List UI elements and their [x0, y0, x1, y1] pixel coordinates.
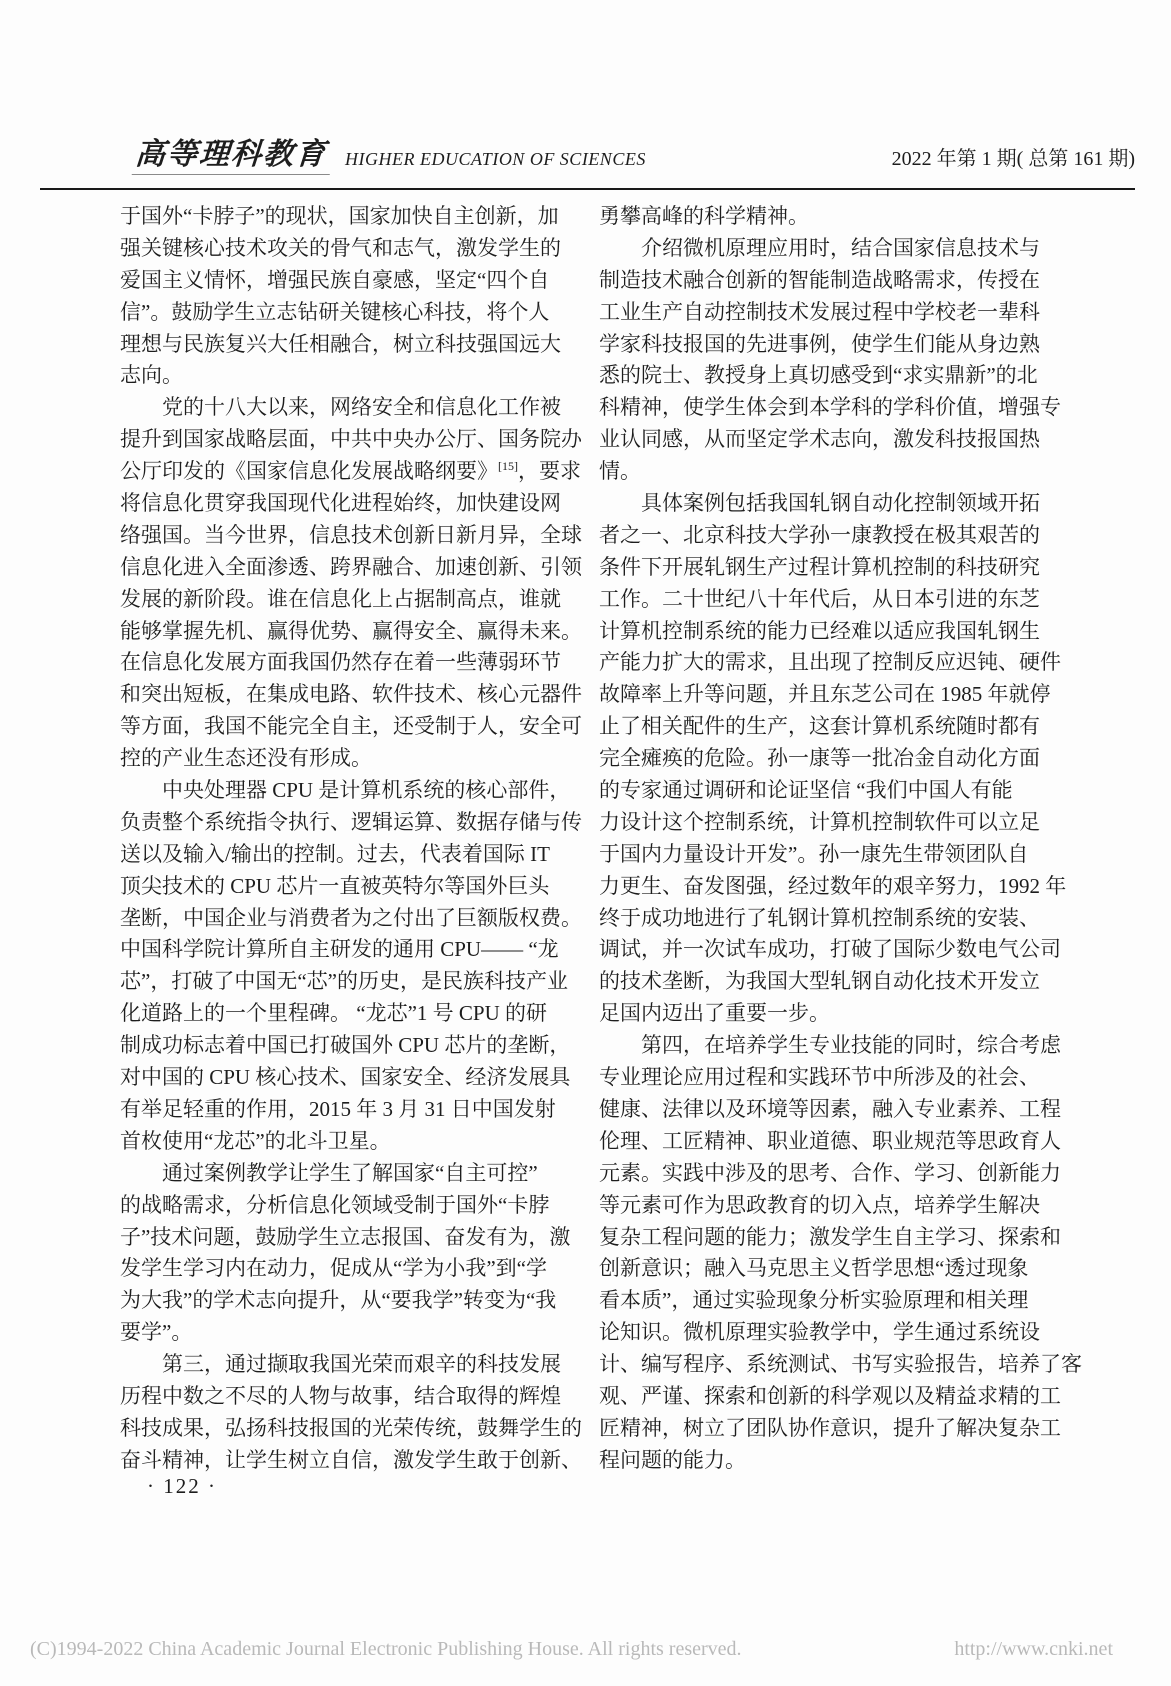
text-line: 第三，通过撷取我国光荣而艰辛的科技发展 — [120, 1352, 561, 1377]
text-line: 中国科学院计算所自主研发的通用 CPU—— “龙 — [120, 937, 559, 962]
text-line: 和突出短板，在集成电路、软件技术、核心元器件 — [120, 682, 582, 707]
text-line: 者之一、北京科技大学孙一康教授在极其艰苦的 — [599, 522, 1040, 547]
text-line: 力更生、奋发图强，经过数年的艰辛努力，1992 年 — [599, 873, 1067, 898]
text-line: 第四，在培养学生专业技能的同时，综合考虑 — [599, 1033, 1061, 1058]
text-line: 产能力扩大的需求，且出现了控制反应迟钝、硬件 — [599, 650, 1061, 675]
text-line: 具体案例包括我国轧钢自动化控制领域开拓 — [599, 491, 1040, 516]
text-line: 论知识。微机原理实验教学中，学生通过系统设 — [599, 1320, 1040, 1345]
text-line: 元素。实践中涉及的思考、合作、学习、创新能力 — [599, 1160, 1061, 1185]
text-line: 通过案例教学让学生了解国家“自主可控” — [120, 1160, 538, 1185]
text-line: 等方面，我国不能完全自主，还受制于人，安全可 — [120, 714, 582, 739]
text-line: 科精神，使学生体会到本学科的学科价值，增强专 — [599, 395, 1061, 420]
watermark-footer — [30, 1638, 1113, 1661]
text-line: 控的产业生态还没有形成。 — [120, 746, 372, 771]
text-line: 计算机控制系统的能力已经难以适应我国轧钢生 — [599, 618, 1040, 643]
text-line: 复杂工程问题的能力；激发学生自主学习、探索和 — [599, 1224, 1061, 1249]
text-line: 于国内力量设计开发”。孙一康先生带领团队自 — [599, 841, 1029, 866]
text-line: 化道路上的一个里程碑。 “龙芯”1 号 CPU 的研 — [120, 1001, 547, 1026]
text-line: 垄断，中国企业与消费者为之付出了巨额版权费。 — [120, 905, 582, 930]
text-line: 要学”。 — [120, 1320, 193, 1345]
text-line: 终于成功地进行了轧钢计算机控制系统的安装、 — [599, 905, 1040, 930]
text-line: 科技成果，弘扬科技报国的光荣传统，鼓舞学生的 — [120, 1415, 582, 1440]
text-line: 送以及输入/输出的控制。过去，代表着国际 IT — [120, 841, 550, 866]
text-line: 有举足轻重的作用，2015 年 3 月 31 日中国发射 — [120, 1096, 556, 1121]
text-line: 首枚使用“龙芯”的北斗卫星。 — [120, 1128, 391, 1153]
text-line: 将信息化贯穿我国现代化进程始终，加快建设网 — [120, 491, 561, 516]
text-line: 工业生产自动控制技术发展过程中学校老一辈科 — [599, 299, 1040, 324]
text-line: 于国外“卡脖子”的现状，国家加快自主创新，加 — [120, 204, 559, 228]
right-column — [599, 201, 1082, 1477]
cnki-url-watermark: http://www.cnki.net — [954, 1638, 1113, 1660]
text-line: 匠精神，树立了团队协作意识，提升了解决复杂工 — [599, 1415, 1061, 1440]
text-line: 情。 — [599, 459, 641, 484]
text-line: 为大我”的学术志向提升，从“要我学”转变为“我 — [120, 1288, 557, 1313]
journal-logo-calligraphy: 高等理科教育 — [132, 138, 333, 175]
text-line: 信”。鼓励学生立志钻研关键核心科技，将个人 — [120, 299, 550, 324]
text-line: 业认同感，从而坚定学术志向，激发科技报国热 — [599, 427, 1040, 452]
issue-info: 2022 年第 1 期( 总第 161 期) — [891, 148, 1135, 170]
text-line: 顶尖技术的 CPU 芯片一直被英特尔等国外巨头 — [120, 873, 550, 898]
text-line: 专业理论应用过程和实践环节中所涉及的社会、 — [599, 1065, 1040, 1090]
article-body — [120, 201, 1082, 1477]
text-line: 故障率上升等问题，并且东芝公司在 1985 年就停 — [599, 682, 1051, 707]
text-line: 足国内迈出了重要一步。 — [599, 1001, 830, 1026]
citation-superscript: [15] — [498, 459, 518, 474]
text-line: 信息化进入全面渗透、跨界融合、加速创新、引领 — [120, 554, 582, 579]
text-line: 制成功标志着中国已打破国外 CPU 芯片的垄断， — [120, 1033, 571, 1058]
text-line: 制造技术融合创新的智能制造战略需求，传授在 — [599, 267, 1040, 292]
journal-title-english: HIGHER EDUCATION OF SCIENCES — [345, 149, 646, 169]
text-line: 调试，并一次试车成功，打破了国际少数电气公司 — [599, 937, 1061, 962]
text-line: 的专家通过调研和论证坚信 “我们中国人有能 — [599, 778, 1013, 803]
text-line: 观、严谨、探索和创新的科学观以及精益求精的工 — [599, 1383, 1061, 1408]
text-line: 党的十八大以来，网络安全和信息化工作被 — [120, 395, 561, 420]
text-line: 的技术垄断，为我国大型轧钢自动化技术开发立 — [599, 969, 1040, 994]
text-line: 创新意识；融入马克思主义哲学思想“透过现象 — [599, 1256, 1029, 1281]
text-line: 工作。二十世纪八十年代后，从日本引进的东芝 — [599, 586, 1040, 611]
page-number: · 122 · — [147, 1474, 217, 1498]
text-line: 子”技术问题，鼓励学生立志报国、奋发有为，激 — [120, 1224, 571, 1249]
text-line: 志向。 — [120, 363, 183, 388]
copyright-watermark: (C)1994-2022 China Academic Journal Electronic Publishing House. All rights reserved. — [30, 1638, 742, 1660]
text-line: 条件下开展轧钢生产过程计算机控制的科技研究 — [599, 554, 1040, 579]
text-line: 络强国。当今世界，信息技术创新日新月异，全球 — [120, 522, 582, 547]
text-line: 历程中数之不尽的人物与故事，结合取得的辉煌 — [120, 1383, 561, 1408]
text-line: 发展的新阶段。谁在信息化上占据制高点，谁就 — [120, 586, 561, 611]
page-header — [133, 138, 1135, 175]
text-line: 在信息化发展方面我国仍然存在着一些薄弱环节 — [120, 650, 561, 675]
text-line: 对中国的 CPU 核心技术、国家安全、经济发展具 — [120, 1065, 571, 1090]
text-line: 公厅印发的《国家信息化发展战略纲要》[15]，要求 — [120, 459, 581, 484]
text-line: 爱国主义情怀，增强民族自豪感，坚定“四个自 — [120, 267, 550, 292]
text-line: 力设计这个控制系统，计算机控制软件可以立足 — [599, 809, 1040, 834]
text-line: 计、编写程序、系统测试、书写实验报告，培养了客 — [599, 1352, 1082, 1377]
text-line: 完全瘫痪的危险。孙一康等一批冶金自动化方面 — [599, 746, 1040, 771]
text-line: 理想与民族复兴大任相融合，树立科技强国远大 — [120, 331, 561, 356]
text-line: 发学生学习内在动力，促成从“学为小我”到“学 — [120, 1256, 547, 1281]
text-line: 看本质”，通过实验现象分析实验原理和相关理 — [599, 1288, 1029, 1313]
text-line: 勇攀高峰的科学精神。 — [599, 204, 809, 228]
text-line: 止了相关配件的生产，这套计算机系统随时都有 — [599, 714, 1040, 739]
text-line: 奋斗精神，让学生树立自信，激发学生敢于创新、 — [120, 1447, 582, 1472]
text-line: 健康、法律以及环境等因素，融入专业素养、工程 — [599, 1096, 1061, 1121]
text-line: 芯”，打破了中国无“芯”的历史，是民族科技产业 — [120, 969, 568, 994]
header-divider-rule — [40, 188, 1135, 190]
text-line: 的战略需求，分析信息化领域受制于国外“卡脖 — [120, 1192, 550, 1217]
text-line: 悉的院士、教授身上真切感受到“求实鼎新”的北 — [599, 363, 1038, 388]
text-line: 提升到国家战略层面，中共中央办公厅、国务院办 — [120, 427, 582, 452]
text-line: 介绍微机原理应用时，结合国家信息技术与 — [599, 235, 1040, 260]
text-line: 学家科技报国的先进事例，使学生们能从身边熟 — [599, 331, 1040, 356]
text-line: 伦理、工匠精神、职业道德、职业规范等思政育人 — [599, 1128, 1061, 1153]
text-line: 等元素可作为思政教育的切入点，培养学生解决 — [599, 1192, 1040, 1217]
text-line: 强关键核心技术攻关的骨气和志气，激发学生的 — [120, 235, 561, 260]
text-line: 负责整个系统指令执行、逻辑运算、数据存储与传 — [120, 809, 582, 834]
text-line: 中央处理器 CPU 是计算机系统的核心部件， — [120, 778, 571, 803]
text-line: 程问题的能力。 — [599, 1447, 746, 1472]
left-column — [120, 201, 582, 1477]
text-line: 能够掌握先机、赢得优势、赢得安全、赢得未来。 — [120, 618, 582, 643]
